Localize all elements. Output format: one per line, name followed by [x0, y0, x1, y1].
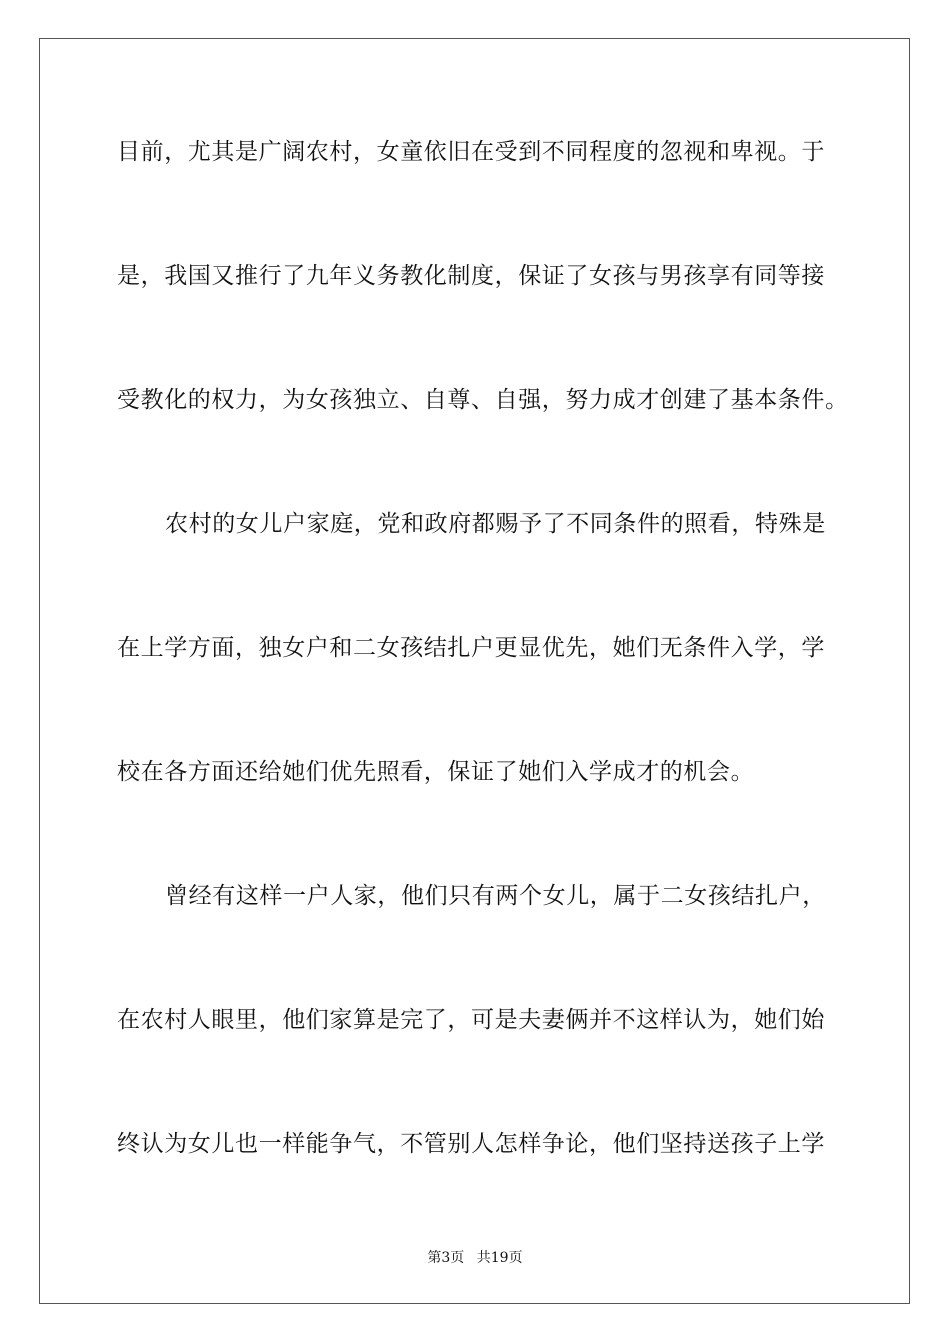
page-total: 共19页	[476, 1250, 523, 1266]
text-line-2: 是，我国又推行了九年义务教化制度，保证了女孩与男孩享有同等接	[117, 263, 825, 289]
text-line-5: 在上学方面，独女户和二女孩结扎户更显优先，她们无条件入学，学	[117, 635, 825, 661]
text-line-1: 目前，尤其是广阔农村，女童依旧在受到不同程度的忽视和卑视。于	[117, 139, 825, 165]
page-frame	[39, 38, 910, 1304]
text-line-9: 终认为女儿也一样能争气，不管别人怎样争论，他们坚持送孩子上学	[117, 1131, 825, 1157]
text-line-3: 受教化的权力，为女孩独立、自尊、自强，努力成才创建了基本条件。	[117, 387, 849, 413]
text-line-8: 在农村人眼里，他们家算是完了，可是夫妻俩并不这样认为，她们始	[117, 1007, 825, 1033]
text-line-6: 校在各方面还给她们优先照看，保证了她们入学成才的机会。	[117, 759, 755, 785]
page-number: 第3页	[427, 1250, 465, 1266]
text-line-4: 农村的女儿户家庭，党和政府都赐予了不同条件的照看，特殊是	[165, 511, 826, 537]
text-line-7: 曾经有这样一户人家，他们只有两个女儿，属于二女孩结扎户，	[165, 883, 826, 909]
page-footer	[0, 1247, 950, 1267]
